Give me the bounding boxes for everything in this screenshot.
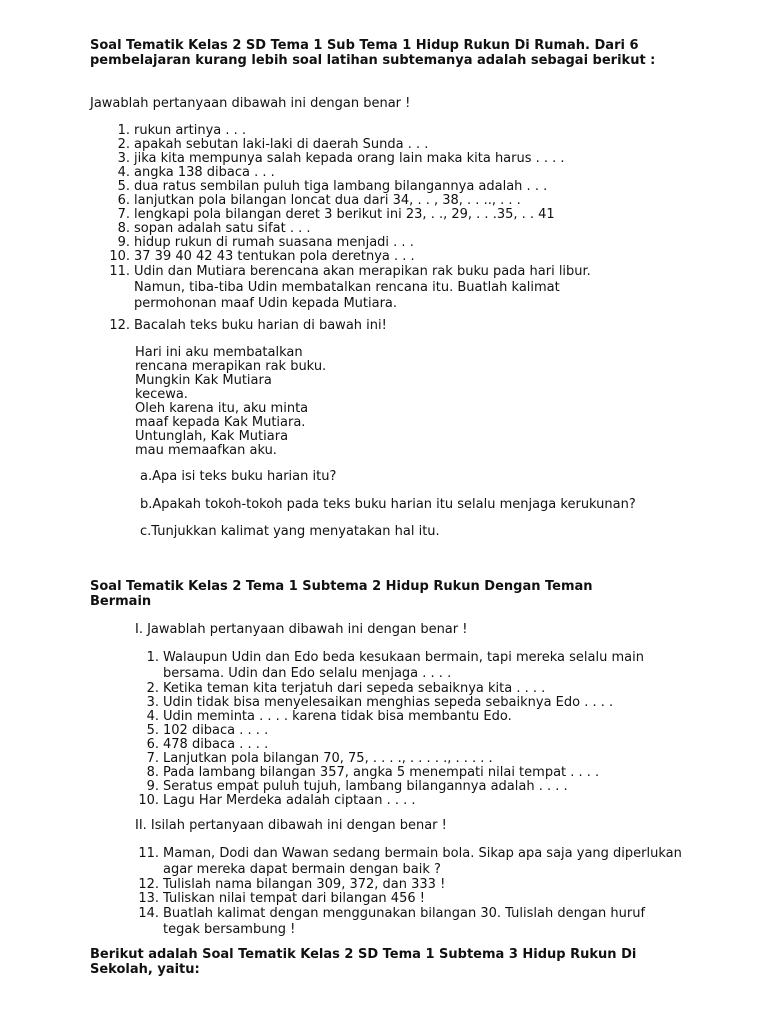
section2-title: Soal Tematik Kelas 2 Tema 1 Subtema 2 Hidup Rukun Dengan Teman Bermain bbox=[90, 579, 593, 609]
list-item: 7 . Lanjutkan pola bilangan 70, 75, . . . ., . . . . ., . . . . . bbox=[137, 752, 682, 766]
list-item: 5 . 102 dibaca . . . . bbox=[137, 724, 682, 738]
list-item: 14 . Buatlah kalimat dengan menggunakan bilangan 30. Tulislah dengan huruf tegak bersambung ! bbox=[137, 906, 682, 938]
section1-title: Soal Tematik Kelas 2 SD Tema 1 Sub Tema 1 Hidup Rukun Di Rumah. Dari 6 pembelajaran kurang lebih soal latihan subtemanya adalah sebagai berikut : bbox=[90, 38, 656, 68]
diary-line: Untunglah, Kak Mutiara bbox=[135, 429, 289, 444]
section1-question-list bbox=[108, 124, 628, 312]
list-item: 12 . Bacalah teks buku harian di bawah ini! bbox=[108, 319, 628, 333]
list-item: 4 . Udin meminta . . . . karena tidak bisa membantu Edo. bbox=[137, 710, 682, 724]
list-item: 11 . Udin dan Mutiara berencana akan merapikan rak buku pada hari libur. Namun, tiba-tiba Udin membatalkan rencana itu. Buatlah kalimat permohonan maaf Udin kepada Mutiara. bbox=[108, 264, 628, 312]
section2-part2-label: II. Isilah pertanyaan dibawah ini dengan benar ! bbox=[135, 818, 447, 833]
diary-text bbox=[135, 346, 326, 458]
list-item: 12 . Tulislah nama bilangan 309, 372, dan 333 ! bbox=[137, 878, 682, 892]
diary-line: Mungkin Kak Mutiara bbox=[135, 373, 272, 388]
sub-question-c: c.Tunjukkan kalimat yang menyatakan hal itu. bbox=[140, 524, 440, 539]
list-item: 2 . apakah sebutan laki-laki di daerah Sunda . . . bbox=[108, 138, 628, 152]
list-item: 6 . lanjutkan pola bilangan loncat dua dari 34, . . , 38, . . .., . . . bbox=[108, 194, 628, 208]
list-item: 13 . Tuliskan nilai tempat dari bilangan 456 ! bbox=[137, 892, 682, 906]
list-item: 4 . angka 138 dibaca . . . bbox=[108, 166, 628, 180]
list-item: 8 . sopan adalah satu sifat . . . bbox=[108, 222, 628, 236]
diary-line: mau memaafkan aku. bbox=[135, 443, 277, 458]
list-item: 5 . dua ratus sembilan puluh tiga lambang bilangannya adalah . . . bbox=[108, 180, 628, 194]
list-item: 1 . rukun artinya . . . bbox=[108, 124, 628, 138]
section2-part1-list bbox=[137, 650, 682, 808]
list-item: 9 . hidup rukun di rumah suasana menjadi . . . bbox=[108, 236, 628, 250]
diary-line: rencana merapikan rak buku. bbox=[135, 359, 327, 374]
section2-part1-label: I. Jawablah pertanyaan dibawah ini dengan benar ! bbox=[135, 622, 468, 637]
list-item: 3 . Udin tidak bisa menyelesaikan menghias sepeda sebaiknya Edo . . . . bbox=[137, 696, 682, 710]
diary-line: Oleh karena itu, aku minta bbox=[135, 401, 309, 416]
section3-title: Berikut adalah Soal Tematik Kelas 2 SD Tema 1 Subtema 3 Hidup Rukun Di Sekolah, yaitu: bbox=[90, 947, 637, 977]
list-item: 2 . Ketika teman kita terjatuh dari sepeda sebaiknya kita . . . . bbox=[137, 682, 682, 696]
sub-question-a: a.Apa isi teks buku harian itu? bbox=[140, 469, 337, 484]
sub-question-b: b.Apakah tokoh-tokoh pada teks buku harian itu selalu menjaga kerukunan? bbox=[140, 497, 636, 512]
diary-line: kecewa. bbox=[135, 387, 188, 402]
section2-part2-list bbox=[137, 846, 682, 938]
list-item: 8 . Pada lambang bilangan 357, angka 5 menempati nilai tempat . . . . bbox=[137, 766, 682, 780]
list-item: 1 . Walaupun Udin dan Edo beda kesukaan bermain, tapi mereka selalu main bersama. Udin dan Edo selalu menjaga . . . . bbox=[137, 650, 682, 682]
list-item: 6 . 478 dibaca . . . . bbox=[137, 738, 682, 752]
list-item: 11 . Maman, Dodi dan Wawan sedang bermain bola. Sikap apa saja yang diperlukan agar mereka dapat bermain dengan baik ? bbox=[137, 846, 682, 878]
section1-instruction: Jawablah pertanyaan dibawah ini dengan benar ! bbox=[90, 96, 411, 111]
list-item: 9 . Seratus empat puluh tujuh, lambang bilangannya adalah . . . . bbox=[137, 780, 682, 794]
list-item: 10 . Lagu Har Merdeka adalah ciptaan . . . . bbox=[137, 794, 682, 808]
list-item: 7 . lengkapi pola bilangan deret 3 berikut ini 23, . ., 29, . . .35, . . 41 bbox=[108, 208, 628, 222]
question-12 bbox=[108, 319, 628, 333]
list-item: 3 . jika kita mempunya salah kepada orang lain maka kita harus . . . . bbox=[108, 152, 628, 166]
diary-line: maaf kepada Kak Mutiara. bbox=[135, 415, 306, 430]
diary-line: Hari ini aku membatalkan bbox=[135, 345, 303, 360]
list-item: 10 . 37 39 40 42 43 tentukan pola deretnya . . . bbox=[108, 250, 628, 264]
